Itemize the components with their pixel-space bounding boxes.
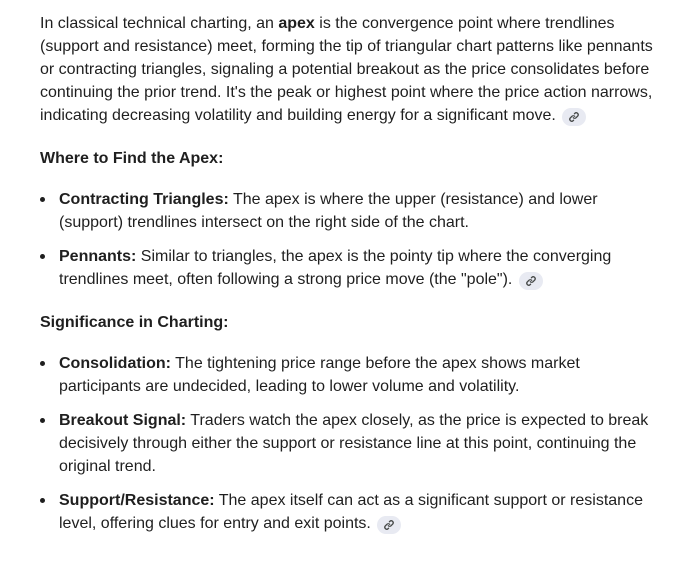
intro-paragraph	[40, 12, 655, 127]
list-item-text: The tightening price range before the apex shows market participants are undecided, leading to lower volume and volatility.	[59, 355, 580, 395]
source-link-chip[interactable]	[562, 108, 586, 126]
link-icon	[525, 275, 537, 287]
list-item	[40, 245, 655, 291]
list-item-term: Support/Resistance:	[59, 492, 215, 509]
list-item	[40, 352, 655, 398]
intro-term-apex: apex	[278, 15, 315, 32]
list-item	[40, 188, 655, 234]
link-icon	[568, 111, 580, 123]
list-item-text: Traders watch the apex closely, as the price is expected to break decisively through either the support or resistance line at this point, continuing the original trend.	[59, 412, 649, 475]
source-link-chip[interactable]	[519, 272, 543, 290]
list-item-term: Pennants:	[59, 248, 137, 265]
intro-text-start: In classical technical charting, an	[40, 15, 279, 32]
list-item-text: The apex itself can act as a significant support or resistance level, offering clues for entry and exit points.	[59, 492, 643, 532]
bullet-dot	[40, 361, 45, 366]
list-item	[40, 489, 655, 535]
where-to-find-list	[40, 188, 655, 291]
source-link-chip[interactable]	[377, 516, 401, 534]
intro-text-rest: is the convergence point where trendlines (support and resistance) meet, forming the tip of triangular chart patterns like pennants or contracting triangles, signaling a potential breakout as the price consolidates before continuing the prior trend. It's the peak or highest point where the price action narrows, indicating decreasing volatility and building energy for a significant move.	[40, 15, 653, 124]
bullet-dot	[40, 498, 45, 503]
list-item-term: Breakout Signal:	[59, 412, 187, 429]
list-item-term: Consolidation:	[59, 355, 171, 372]
response-content	[40, 12, 655, 535]
bullet-dot	[40, 418, 45, 423]
list-item-term: Contracting Triangles:	[59, 191, 229, 208]
significance-list	[40, 352, 655, 535]
list-item-text: Similar to triangles, the apex is the pointy tip where the converging trendlines meet, often following a strong price move (the "pole").	[59, 248, 612, 288]
bullet-dot	[40, 254, 45, 259]
section-heading-significance: Significance in Charting:	[40, 314, 229, 331]
bullet-dot	[40, 197, 45, 202]
section-heading-where-to-find: Where to Find the Apex:	[40, 150, 224, 167]
list-item-text: The apex is where the upper (resistance) and lower (support) trendlines intersect on the right side of the chart.	[59, 191, 598, 231]
list-item	[40, 409, 655, 478]
link-icon	[383, 519, 395, 531]
